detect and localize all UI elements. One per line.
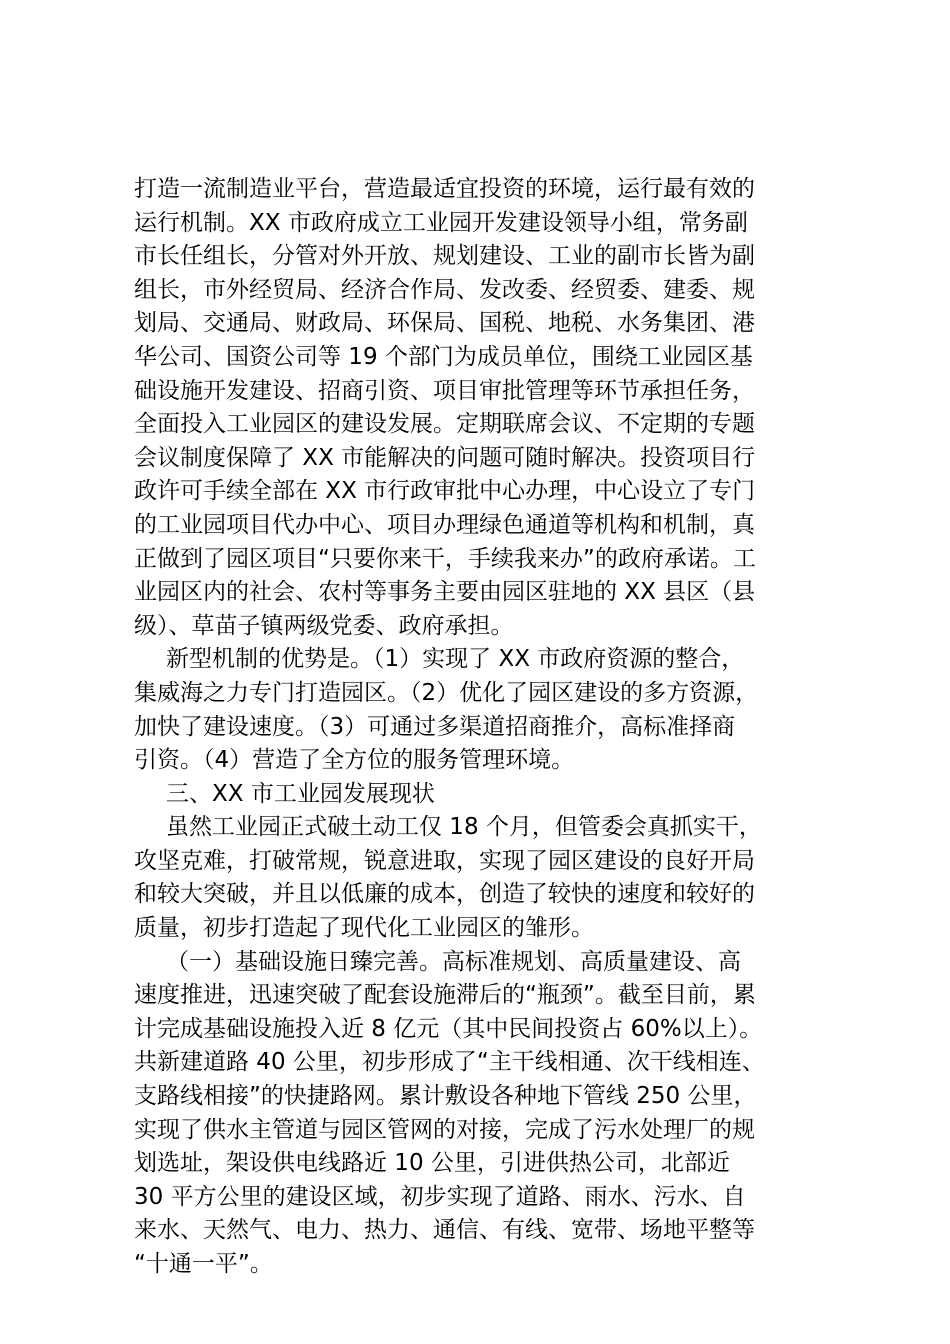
text-line: 全面投入工业园区的建设发展。定期联席会议、不定期的专题 (134, 411, 755, 438)
text-line: 质量，初步打造起了现代化工业园区的雏形。 (134, 915, 594, 942)
text-line: 础设施开发建设、招商引资、项目审批管理等环节承担任务， (134, 377, 755, 404)
text-line: 划选址，架设供电线路近 10 公里，引进供热公司，北部近 (134, 1150, 730, 1177)
paragraph-start-line: 新型机制的优势是。（1）实现了 XX 市政府资源的整合， (166, 646, 745, 673)
text-line: 的工业园项目代办中心、项目办理绿色通道等机构和机制，真 (134, 511, 755, 538)
text-line: 加快了建设速度。（3）可通过多渠道招商推介，高标准择商 (134, 713, 736, 740)
text-line: 攻坚克难，打破常规，锐意进取，实现了园区建设的良好开局 (134, 847, 755, 874)
text-line: 会议制度保障了 XX 市能解决的问题可随时解决。投资项目行 (134, 444, 756, 471)
text-line: 速度推进，迅速突破了配套设施滞后的“瓶颈”。截至目前，累 (134, 982, 756, 1009)
text-line: 政许可手续全部在 XX 市行政审批中心办理，中心设立了专门 (134, 478, 756, 505)
section-heading: 三、XX 市工业园发展现状 (166, 780, 435, 807)
text-line: “十通一平”。 (134, 1251, 273, 1277)
text-line: 30 平方公里的建设区域，初步实现了道路、雨水、污水、自 (134, 1183, 746, 1210)
paragraph-start-line: （一）基础设施日臻完善。高标准规划、高质量建设、高 (166, 948, 741, 975)
text-line: 来水、天然气、电力、热力、通信、有线、宽带、场地平整等 (134, 1217, 755, 1244)
text-line: 支路线相接”的快捷路网。累计敷设各种地下管线 250 公里， (134, 1083, 757, 1110)
text-line: 计完成基础设施投入近 8 亿元（其中民间投资占 60%以上）。 (134, 1015, 763, 1042)
text-line: 组长，市外经贸局、经济合作局、发改委、经贸委、建委、规 (134, 276, 755, 303)
text-line: 市长任组长，分管对外开放、规划建设、工业的副市长皆为副 (134, 243, 755, 270)
paragraph-start-line: 虽然工业园正式破土动工仅 18 个月，但管委会真抓实干， (166, 814, 762, 841)
text-line: 华公司、国资公司等 19 个部门为成员单位，围绕工业园区基 (134, 343, 753, 370)
text-line: 级）、草苗子镇两级党委、政府承担。 (134, 612, 514, 639)
text-line: 和较大突破，并且以低廉的成本，创造了较快的速度和较好的 (134, 881, 755, 908)
text-line: 正做到了园区项目“只要你来干，手续我来办”的政府承诺。工 (134, 545, 756, 572)
text-line: 实现了供水主管道与园区管网的对接，完成了污水处理厂的规 (134, 1116, 755, 1143)
text-line: 打造一流制造业平台，营造最适宜投资的环境，运行最有效的 (134, 176, 755, 202)
text-line: 划局、交通局、财政局、环保局、国税、地税、水务集团、港 (134, 310, 755, 337)
text-line: 业园区内的社会、农村等事务主要由园区驻地的 XX 县区（县 (134, 579, 756, 606)
text-line: 共新建道路 40 公里，初步形成了“主干线相通、次干线相连、 (134, 1049, 765, 1076)
body-text (134, 173, 834, 1282)
text-line: 引资。（4）营造了全方位的服务管理环境。 (134, 747, 575, 774)
text-line: 集威海之力专门打造园区。（2）优化了园区建设的多方资源， (134, 679, 759, 706)
text-line: 运行机制。XX 市政府成立工业园开发建设领导小组，常务副 (134, 209, 748, 236)
